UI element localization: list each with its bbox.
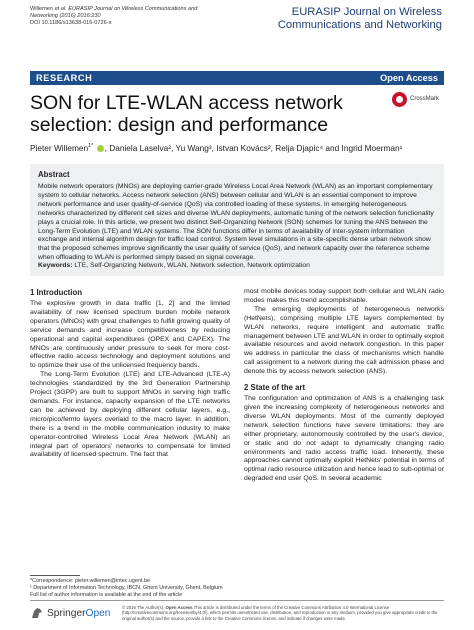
- abstract-heading: Abstract: [38, 170, 70, 179]
- author-info-note: Full list of author information is available at the end of the article: [30, 591, 183, 598]
- citation-authors: Willemen: [30, 6, 55, 12]
- first-author-affiliation: 1*: [88, 143, 94, 149]
- crossmark-icon: [392, 92, 407, 107]
- brand-open: Open: [85, 608, 111, 619]
- crossmark-badge[interactable]: [392, 92, 444, 110]
- article-type-label: RESEARCH: [36, 73, 93, 83]
- orcid-icon[interactable]: [97, 145, 104, 152]
- abstract-body: Mobile network operators (MNOs) are deploying carrier-grade Wireless Local Area Network (WLAN) as an important complementary system to cellular networks. Access network selection (ANS) between cellular and WLAN is an essential component to improve network performance and user quality-of-service (QoS) via controlled loading of these systems. In emerging heterogeneous networks characterized by different cell sizes and diverse WLAN deployments, automatic tuning of the network selection functionality plays a crucial role. In this article, we present two distinct Self-Organizing Network (SON) schemes for tuning the ANS between the Long-Term Evolution (LTE) and WLAN systems. The SON functions differ in terms of availability of inter-system information exchange and internal algorithm design for traffic load control. System level simulations in a site-specific dense urban network show that the proposed schemes improve significantly the user quality of service (QoS), and network capacity over the reference scheme when offloading to WLAN is performed simply based on signal coverage.: [38, 183, 434, 262]
- license-open-access: Open Access: [165, 605, 193, 610]
- footnote-rule: [30, 575, 80, 576]
- section-heading-introduction: 1 Introduction: [30, 288, 82, 297]
- correspondence-note[interactable]: *Correspondence: pieter.willemen@intec.ugent.be: [30, 578, 150, 584]
- running-header-citation: [30, 6, 270, 27]
- open-access-label: Open Access: [380, 73, 438, 83]
- crossmark-label: CrossMark: [410, 96, 440, 102]
- license-body: This article is distributed under the terms of the Creative Commons Attribution 4.0 International License (http://creativecommons.org/licenses/by/4.0/), which permits unrestricted use, distribution, and reproduction in any medium, provided you give appropriate credit to the original author(s) and the source, provide a link to the Creative Commons license, and indicate if changes were made.: [122, 605, 438, 621]
- license-text: [122, 605, 444, 621]
- journal-name-line-1: EURASIP Journal on Wireless: [291, 6, 442, 18]
- citation-line-2: Networking (2016) 2016:230: [30, 13, 101, 19]
- section-heading-state-of-the-art: 2 State of the art: [244, 383, 306, 393]
- copyright: © 2016 The Author(s).: [122, 605, 166, 610]
- affiliation-note: ¹ Department of Information Technology, IBCN, Ghent University, Ghent, Belgium: [30, 584, 223, 591]
- keywords-label: Keywords:: [38, 262, 73, 269]
- author-list: [30, 141, 450, 153]
- springer-open-wordmark: [47, 608, 110, 619]
- footer-rule: [30, 600, 444, 601]
- springer-open-logo: [30, 606, 115, 622]
- citation-line-1: [30, 6, 270, 13]
- right-column: [244, 288, 444, 484]
- springer-horse-icon: [30, 606, 44, 620]
- keywords: [38, 262, 434, 271]
- paragraph: The explosive growth in data traffic [1, 2] and the limited availability of new licensed spectrum burden mobile network operators (MNOs) with great challenges to fulfill growing quality of service demands and increase competitiveness by reducing operational and capital expenditures (OPEX and CAPEX). The MNOs are continuously under pressure to seek for more cost-effective radio access technology and deployment solutions and to optimize their use of the unlicensed frequency bands.: [30, 300, 230, 370]
- citation-journal: et al. EURASIP Journal on Wireless Communications and: [54, 6, 198, 12]
- other-authors: , Daniela Laselva², Yu Wang³, Istvan Kovács², Relja Djapic⁴ and Ingrid Moerman¹: [104, 142, 403, 153]
- keywords-list: LTE, Self-Organizing Network, WLAN, Network selection, Network optimization: [74, 262, 310, 269]
- abstract-box: [30, 164, 444, 276]
- article-type-bar: [30, 71, 444, 85]
- paragraph: The emerging deployments of heterogeneous networks (HetNets), comprising multiple LTE layers complemented by WLAN networks, require intelligent and automatic traffic management between LTE and WLAN in order to optimally exploit available resources and avoid network congestion. In this paper we address in particular the class of mechanisms which handle call assignment to a network during the call admission phase and denote this by access network selection (ANS).: [244, 305, 444, 376]
- brand-springer: Springer: [47, 608, 86, 619]
- paragraph: The configuration and optimization of ANS is a challenging task given the increasing complexity of heterogeneous networks and diverse WLAN deployments. Most of the currently deployed network selection functions have severe limitations: they are either proprietary, autonomously controlled by the user's device, or static and do not adapt to dynamically changing radio environments and radio access traffic load. Inherently, these approaches cannot optimally exploit HetNets' potential in terms of optimal radio resource utilization and hence lead to sub-optimal or degraded end user QoS. In several academic: [244, 395, 444, 483]
- paragraph: The Long-Term Evolution (LTE) and LTE-Advanced (LTE-A) technologies standardized by the 3rd Generation Partnership Project (3GPP) are built to support MNOs in serving high traffic demands. For instance, capacity expansion of the LTE networks can be achieved by deploying different cellular layers, e.g., micro/pico/femto layers overlaid to the macro layer. In addition, there is a trend in the mobile communication industry to make operator-controlled Wireless Local Area Network (WLAN) an integral part of operators' networks to compensate for limited availability of licensed spectrum. The fact that: [30, 371, 230, 459]
- left-column: [30, 288, 230, 460]
- article-title: SON for LTE-WLAN access network selection: design and performance: [30, 92, 343, 136]
- journal-name: [278, 6, 442, 32]
- journal-name-line-2: Communications and Networking: [277, 19, 442, 31]
- doi[interactable]: DOI 10.1186/s13638-016-0726-x: [30, 20, 112, 26]
- paragraph: most mobile devices today support both cellular and WLAN radio modes makes this trend accomplishable.: [244, 288, 444, 304]
- first-author[interactable]: Pieter Willemen: [30, 142, 89, 153]
- footnotes: [30, 578, 240, 598]
